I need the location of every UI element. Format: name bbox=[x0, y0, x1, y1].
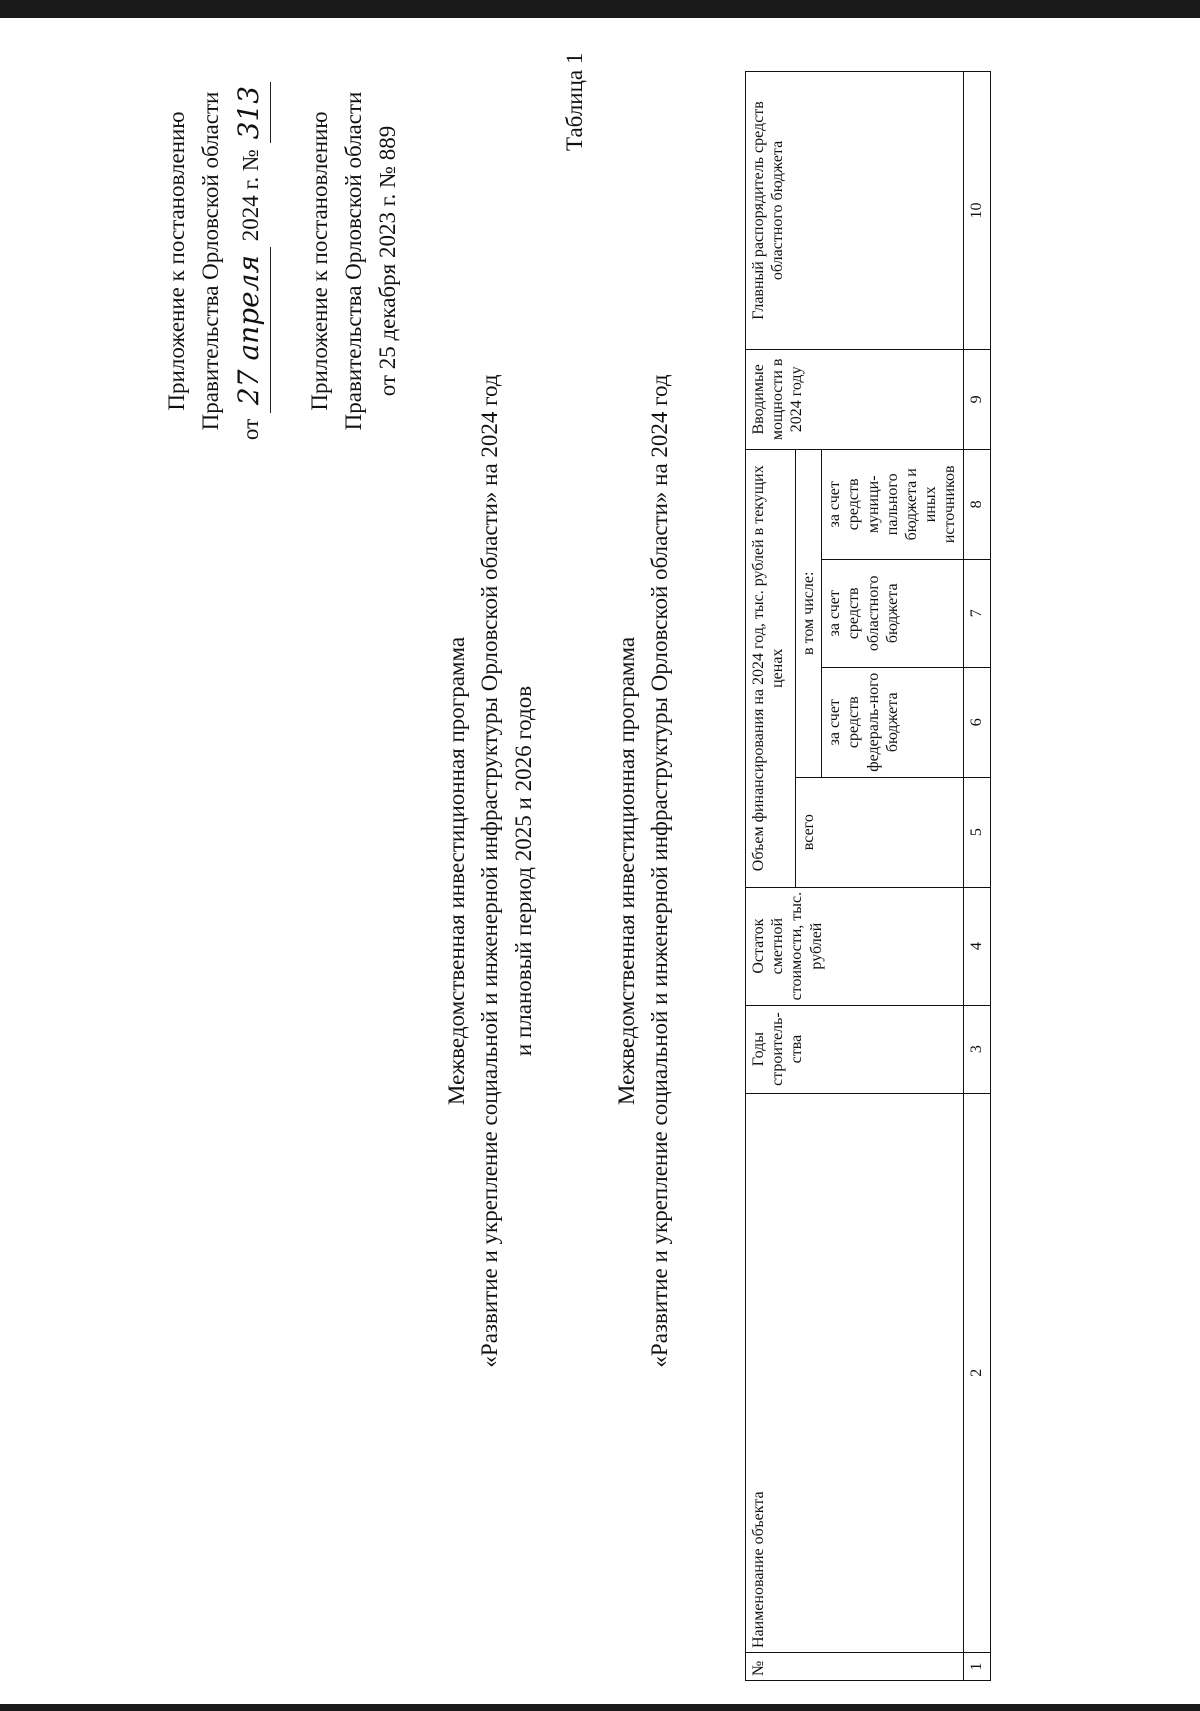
col-number-cell: 10 bbox=[963, 72, 990, 350]
number-label: № bbox=[238, 149, 264, 172]
title-new-line-1: Межведомственная инвестиционная программа bbox=[614, 636, 639, 1106]
handwritten-number: 313 bbox=[228, 82, 270, 143]
header-col-federal: за счет средств федераль-ного бюджета bbox=[822, 667, 963, 777]
header-col-remainder: Остаток сметной стоимости, тыс. рублей bbox=[746, 887, 964, 1005]
header-col-municipal: за счет средств муници-пального бюджета и иных источников bbox=[822, 449, 963, 559]
header-col-capacity: Вводимые мощности в 2024 году bbox=[746, 349, 964, 449]
prev-appendix-line-2: Правительства Орловской области bbox=[340, 91, 366, 431]
spacer bbox=[271, 61, 303, 461]
col-number-cell: 1 bbox=[963, 1653, 990, 1681]
col-number-cell: 3 bbox=[963, 1005, 990, 1093]
col-number-cell: 9 bbox=[963, 349, 990, 449]
column-number-row bbox=[963, 72, 990, 1681]
header-col-total: всего bbox=[796, 777, 964, 887]
appendix-year: 2024 г. bbox=[238, 176, 264, 242]
investment-table bbox=[745, 71, 991, 1681]
title-new-line-2: «Развитие и укрепление социальной и инженерной инфраструктуры Орловской области» на 2024 год bbox=[647, 374, 673, 1368]
col-number-cell: 2 bbox=[963, 1093, 990, 1652]
title-old-line-3: и плановый период 2025 и 2026 годов bbox=[510, 685, 536, 1057]
from-prefix: от bbox=[238, 418, 264, 441]
title-old-line-1: Межведомственная инвестиционная программа bbox=[444, 636, 469, 1106]
header-col-years: Годы строитель-ства bbox=[746, 1005, 964, 1093]
header-col-no: № bbox=[746, 1653, 964, 1681]
col-number-cell: 6 bbox=[963, 667, 990, 777]
header-col-name: Наименование объекта bbox=[746, 1093, 964, 1652]
title-old bbox=[440, 211, 540, 1531]
col-number-cell: 8 bbox=[963, 449, 990, 559]
title-new bbox=[610, 211, 677, 1531]
header-col-regional: за счет средств областного бюджета bbox=[822, 559, 963, 667]
header-col-including: в том числе: bbox=[796, 449, 822, 777]
col-number-cell: 7 bbox=[963, 559, 990, 667]
col-number-cell: 4 bbox=[963, 887, 990, 1005]
header-col-funding: Объем финансирования на 2024 год, тыс. рублей в текущих ценах bbox=[746, 449, 796, 887]
table-label: Таблица 1 bbox=[562, 52, 587, 151]
prev-appendix-line-3: от 25 декабря 2023 г. № 889 bbox=[374, 125, 400, 397]
prev-appendix-line-1: Приложение к постановлению bbox=[306, 111, 332, 411]
appendix-date-line bbox=[228, 61, 270, 461]
handwritten-date: 27 апреля bbox=[228, 247, 270, 413]
col-number-cell: 5 bbox=[963, 777, 990, 887]
appendix-line-1: Приложение к постановлению bbox=[164, 111, 189, 411]
appendix-line-2: Правительства Орловской области bbox=[198, 91, 224, 431]
appendix-header bbox=[160, 61, 405, 461]
header-col-manager: Главный распорядитель средств областного бюджета bbox=[746, 72, 964, 350]
title-old-line-2: «Развитие и укрепление социальной и инженерной инфраструктуры Орловской области» на 2024 год bbox=[477, 374, 503, 1368]
